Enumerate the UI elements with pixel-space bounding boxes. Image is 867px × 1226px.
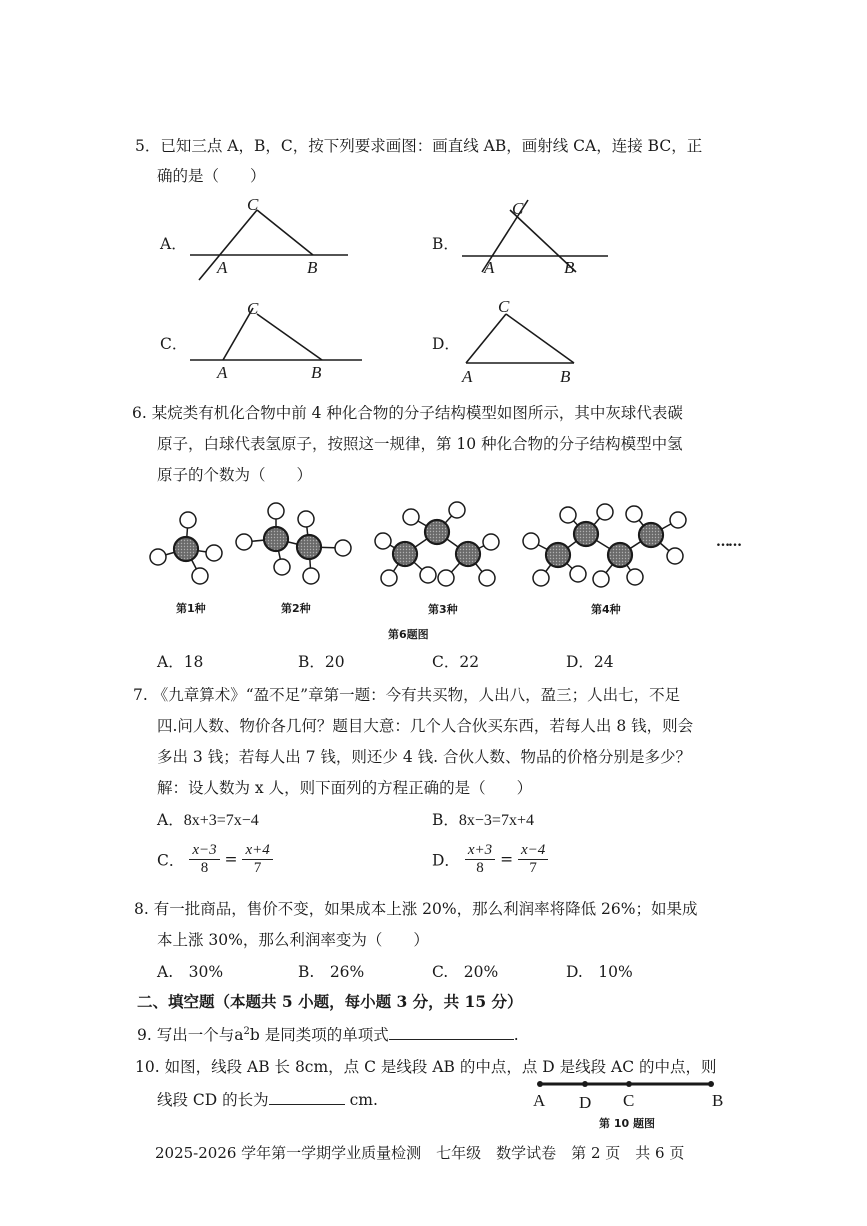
- q9-line: [137, 1023, 519, 1045]
- q6-caption-4: 第4种: [591, 603, 621, 616]
- q7-option-b: [432, 808, 534, 830]
- q8-line-1: 8. 有一批商品，售价不变，如果成本上涨 20%，那么利润率将降低 26%；如果成: [134, 900, 698, 918]
- q7-line-3: 多出 3 钱；若每人出 7 钱，则还少 4 钱. 合伙人数、物品的价格分别是多少？: [157, 748, 692, 766]
- q6-option-c: C．22: [432, 653, 480, 671]
- q9-answer-blank[interactable]: [389, 1025, 514, 1040]
- molecule-1: [150, 512, 222, 584]
- q8-option-d: D. 10%: [566, 963, 633, 981]
- q5-c-point-c: C: [247, 299, 259, 318]
- molecule-2: [236, 503, 351, 584]
- q5-d-point-c: C: [498, 297, 510, 316]
- q8-option-b: B. 26%: [298, 963, 365, 981]
- q5-b-point-c: C: [512, 199, 524, 218]
- q7-option-c-label: C．: [157, 851, 185, 870]
- q10-answer-blank[interactable]: [269, 1090, 345, 1105]
- q6-line-3: 原子的个数为（ ）: [157, 466, 313, 484]
- q6-option-a: A．18: [157, 653, 204, 671]
- q9-text-post: b 是同类项的单项式: [249, 1026, 389, 1044]
- q5-option-b-figure: [460, 192, 660, 292]
- q7-option-a-label: A．: [157, 811, 184, 829]
- q9-text-pre: 9. 写出一个与a: [137, 1026, 244, 1044]
- q7-option-d-label: D．: [432, 851, 460, 870]
- q6-caption-2: 第2种: [281, 602, 311, 615]
- q5-a-point-a: A: [217, 258, 228, 277]
- q8-line-2: 本上涨 30%，那么利润率变为（ ）: [157, 931, 429, 949]
- q7-option-b-equation: 8x−3=7x+4: [458, 812, 534, 829]
- q5-option-b-label: B．: [432, 235, 459, 253]
- q5-option-a-figure: [185, 192, 385, 292]
- q7-option-c: [157, 842, 273, 877]
- q10-line-1: 10. 如图，线段 AB 长 8cm，点 C 是线段 AB 的中点，点 D 是线段 AC 的中点，则: [135, 1058, 717, 1076]
- q5-option-c-figure: [185, 292, 385, 392]
- q9-text-end: .: [513, 1026, 519, 1044]
- q7-option-a-equation: 8x+3=7x−4: [183, 812, 259, 829]
- q10-point-b: B: [712, 1091, 724, 1110]
- molecule-3: [375, 502, 499, 586]
- q6-caption-1: 第1种: [176, 602, 206, 615]
- q10-point-a: A: [533, 1091, 546, 1110]
- q5-c-point-a: A: [217, 363, 228, 382]
- q7-line-4: 解：设人数为 x 人，则下面列的方程正确的是（ ）: [157, 779, 533, 797]
- q6-option-d: D．24: [566, 653, 614, 671]
- q6-ellipsis: ……: [716, 534, 740, 550]
- q7-line-2: 四.问人数、物价各几何？题目大意：几个人合伙买东西，若每人出 8 钱，则会: [157, 717, 694, 735]
- q7-line-1: 7. 《九章算术》“盈不足”章第一题：今有共买物，人出八，盈三；人出七，不足: [133, 686, 681, 704]
- q6-figure-caption: 第6题图: [388, 628, 429, 641]
- q8-option-c: C. 20%: [432, 963, 499, 981]
- q6-line-1: 6. 某烷类有机化合物中前 4 种化合物的分子结构模型如图所示，其中灰球代表碳: [132, 404, 683, 422]
- q7-option-c-left-fraction: $\frac{x-3}{8}$: [189, 842, 219, 877]
- q5-option-d-figure: [460, 292, 660, 392]
- q5-d-point-a: A: [462, 367, 473, 386]
- q5-a-point-b: B: [307, 258, 318, 277]
- q7-option-c-equals: =: [224, 850, 238, 869]
- molecule-4: [523, 504, 686, 587]
- page-footer: 2025-2026 学年第一学期学业质量检测 七年级 数学试卷 第 2 页 共 6 页: [155, 1144, 685, 1162]
- q7-option-c-right-fraction: $\frac{x+4}{7}$: [242, 842, 272, 877]
- q5-option-d-label: D．: [432, 335, 460, 353]
- q6-option-b: B．20: [298, 653, 345, 671]
- q7-option-d-right-fraction: $\frac{x-4}{7}$: [518, 842, 548, 877]
- q7-option-b-label: B．: [432, 811, 459, 829]
- q5-d-point-b: B: [560, 367, 571, 386]
- q5-option-a-label: A．: [160, 235, 187, 253]
- q7-option-d-equals: =: [500, 850, 514, 869]
- q5-line-2: 确的是（ ）: [157, 167, 266, 185]
- q5-line-1: 5．已知三点 A，B，C，按下列要求画图：画直线 AB，画射线 CA，连接 BC，正: [135, 137, 703, 155]
- section-2-heading: 二、填空题（本题共 5 小题，每小题 3 分，共 15 分）: [137, 992, 523, 1011]
- q7-option-d: [432, 842, 548, 877]
- q5-b-point-b: B: [564, 258, 575, 277]
- q8-option-a: A. 30%: [157, 963, 224, 981]
- q6-line-2: 原子，白球代表氢原子，按照这一规律，第 10 种化合物的分子结构模型中氢: [157, 435, 683, 453]
- q7-option-a: [157, 808, 259, 830]
- q10-text-pre: 线段 CD 的长为: [157, 1091, 269, 1109]
- q6-caption-3: 第3种: [428, 603, 458, 616]
- q9-exponent: 2: [243, 1025, 250, 1037]
- q10-figure-caption: 第 10 题图: [599, 1117, 655, 1130]
- q10-line-2: [157, 1088, 378, 1110]
- q5-a-point-c: C: [247, 195, 259, 214]
- q5-c-point-b: B: [311, 363, 322, 382]
- q10-point-c: C: [623, 1091, 635, 1110]
- q7-option-d-left-fraction: $\frac{x+3}{8}$: [465, 842, 495, 877]
- q10-point-d: D: [579, 1093, 592, 1112]
- q10-text-post: cm.: [344, 1091, 378, 1109]
- q5-option-c-label: C．: [160, 335, 188, 353]
- q5-b-point-a: A: [484, 258, 495, 277]
